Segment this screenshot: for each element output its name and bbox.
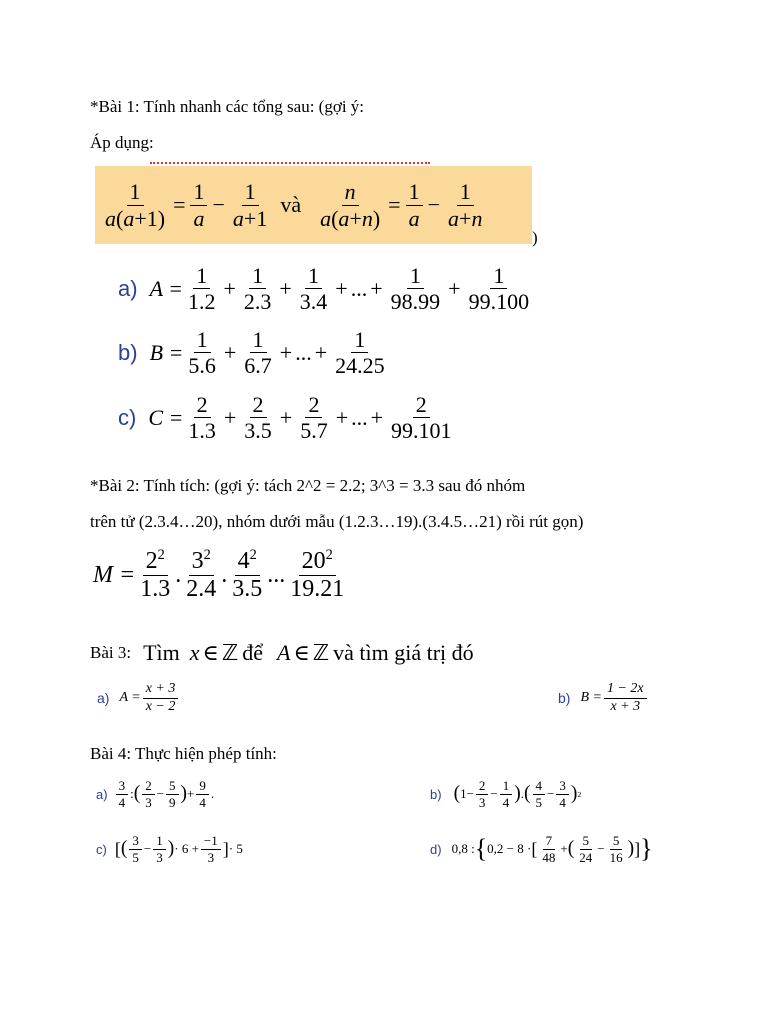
bai1-apply: Áp dụng: [90, 133, 154, 152]
bai3-title: Bài 3: Tìm x ∈ ℤ để A ∈ ℤ và tìm giá trị đó [90, 640, 474, 666]
bai4-d-label: d) [430, 841, 442, 857]
bai1-part-b: b) B = $\frac{1}{5.6}$ + $\frac{1}{6.7}$ + ... + $\frac{1}{24.25}$ [118, 327, 385, 379]
bai1-title: *Bài 1: Tính nhanh các tổng sau: (gợi ý: [90, 97, 365, 116]
bai2-line2: trên tử (2.3.4…20), nhóm dưới mẫu (1.2.3…19).(3.4.5…21) rồi rút gọn) [90, 512, 584, 531]
bai3-a-label: a) [97, 690, 110, 707]
bai2-line1: *Bài 2: Tính tích: (gợi ý: tách 2^2 = 2.2; 3^3 = 3.3 sau đó nhóm [90, 476, 526, 495]
bai1-part-c: c) C = $\frac{2}{1.3}$ + $\frac{2}{3.5}$ + $\frac{2}{5.7}$ + ... + $\frac{2}{99.101}$ [118, 392, 452, 444]
bai4-c-label: c) [96, 841, 107, 857]
formula-and: và [280, 192, 302, 217]
bai4-part-c: c) [ ( $\frac{3}{5}$ − $\frac{1}{3}$ ) · 6 + $\frac{-1}{3}$ ] · 5 [96, 833, 243, 865]
part-c-lhs: C = [148, 404, 184, 430]
bai3-text2: để [242, 640, 263, 665]
part-a-lhs: A = [149, 275, 183, 301]
bai4-a-label: a) [96, 786, 108, 802]
part-b-label: b) [118, 339, 138, 365]
bai4-b-label: b) [430, 786, 442, 802]
bai2-formula: M = $\frac{2^2}{1.3}$ . $\frac{3^2}{2.4}$ . $\frac{4^2}{3.5}$ ... $\frac{20^2}{19.21}$ [93, 547, 345, 603]
bai3-text3: và tìm giá trị đó [333, 640, 474, 665]
part-a-label: a) [118, 275, 138, 301]
bai3-b-label: b) [558, 690, 571, 707]
closing-paren: ) [532, 228, 538, 247]
bai4-part-b: b) ( 1− $\frac{2}{3}$ − $\frac{1}{4}$ ) . ( $\frac{4}{5}$ − $\frac{3}{4}$ ) 2 [430, 778, 582, 810]
bai2-lhs: M = [93, 561, 136, 588]
bai3-label: Bài 3: [90, 643, 132, 662]
bai3-part-b: b) B = $\frac{1 - 2x}{x + 3}$ [558, 682, 649, 714]
part-b-lhs: B = [149, 339, 184, 365]
bai4-part-a: a) $\frac{3}{4}$ : ( $\frac{2}{3}$ − $\frac{5}{9}$ ) + $\frac{9}{4}$ . [96, 778, 215, 810]
part-c-label: c) [118, 404, 137, 430]
bai4-title: Bài 4: Thực hiện phép tính: [90, 744, 277, 763]
bai3-text1: Tìm [143, 640, 180, 665]
bai3-part-a: a) A = $\frac{x + 3}{x - 2}$ [97, 682, 180, 714]
bai4-part-d: d) 0,8 : { 0,2 − 8 · [ $\frac{7}{48}$ + ( $\frac{5}{24}$ − $\frac{5}{16}$ ) ] } [430, 833, 653, 865]
bai1-part-a: a) A = $\frac{1}{1.2}$ + $\frac{1}{2.3}$ + $\frac{1}{3.4}$ + ... + $\frac{1}{98.99}$ + $\frac{1}{99.100}$ [118, 263, 530, 315]
formula-hint-box: $\frac{1}{a(a+1)}$ = $\frac{1}{a}$ − $\frac{1}{a+1}$ và $\frac{n}{a(a+n)}$ = $\frac{1}{a}$ − $\frac{1}{a+n}$ [95, 166, 532, 244]
